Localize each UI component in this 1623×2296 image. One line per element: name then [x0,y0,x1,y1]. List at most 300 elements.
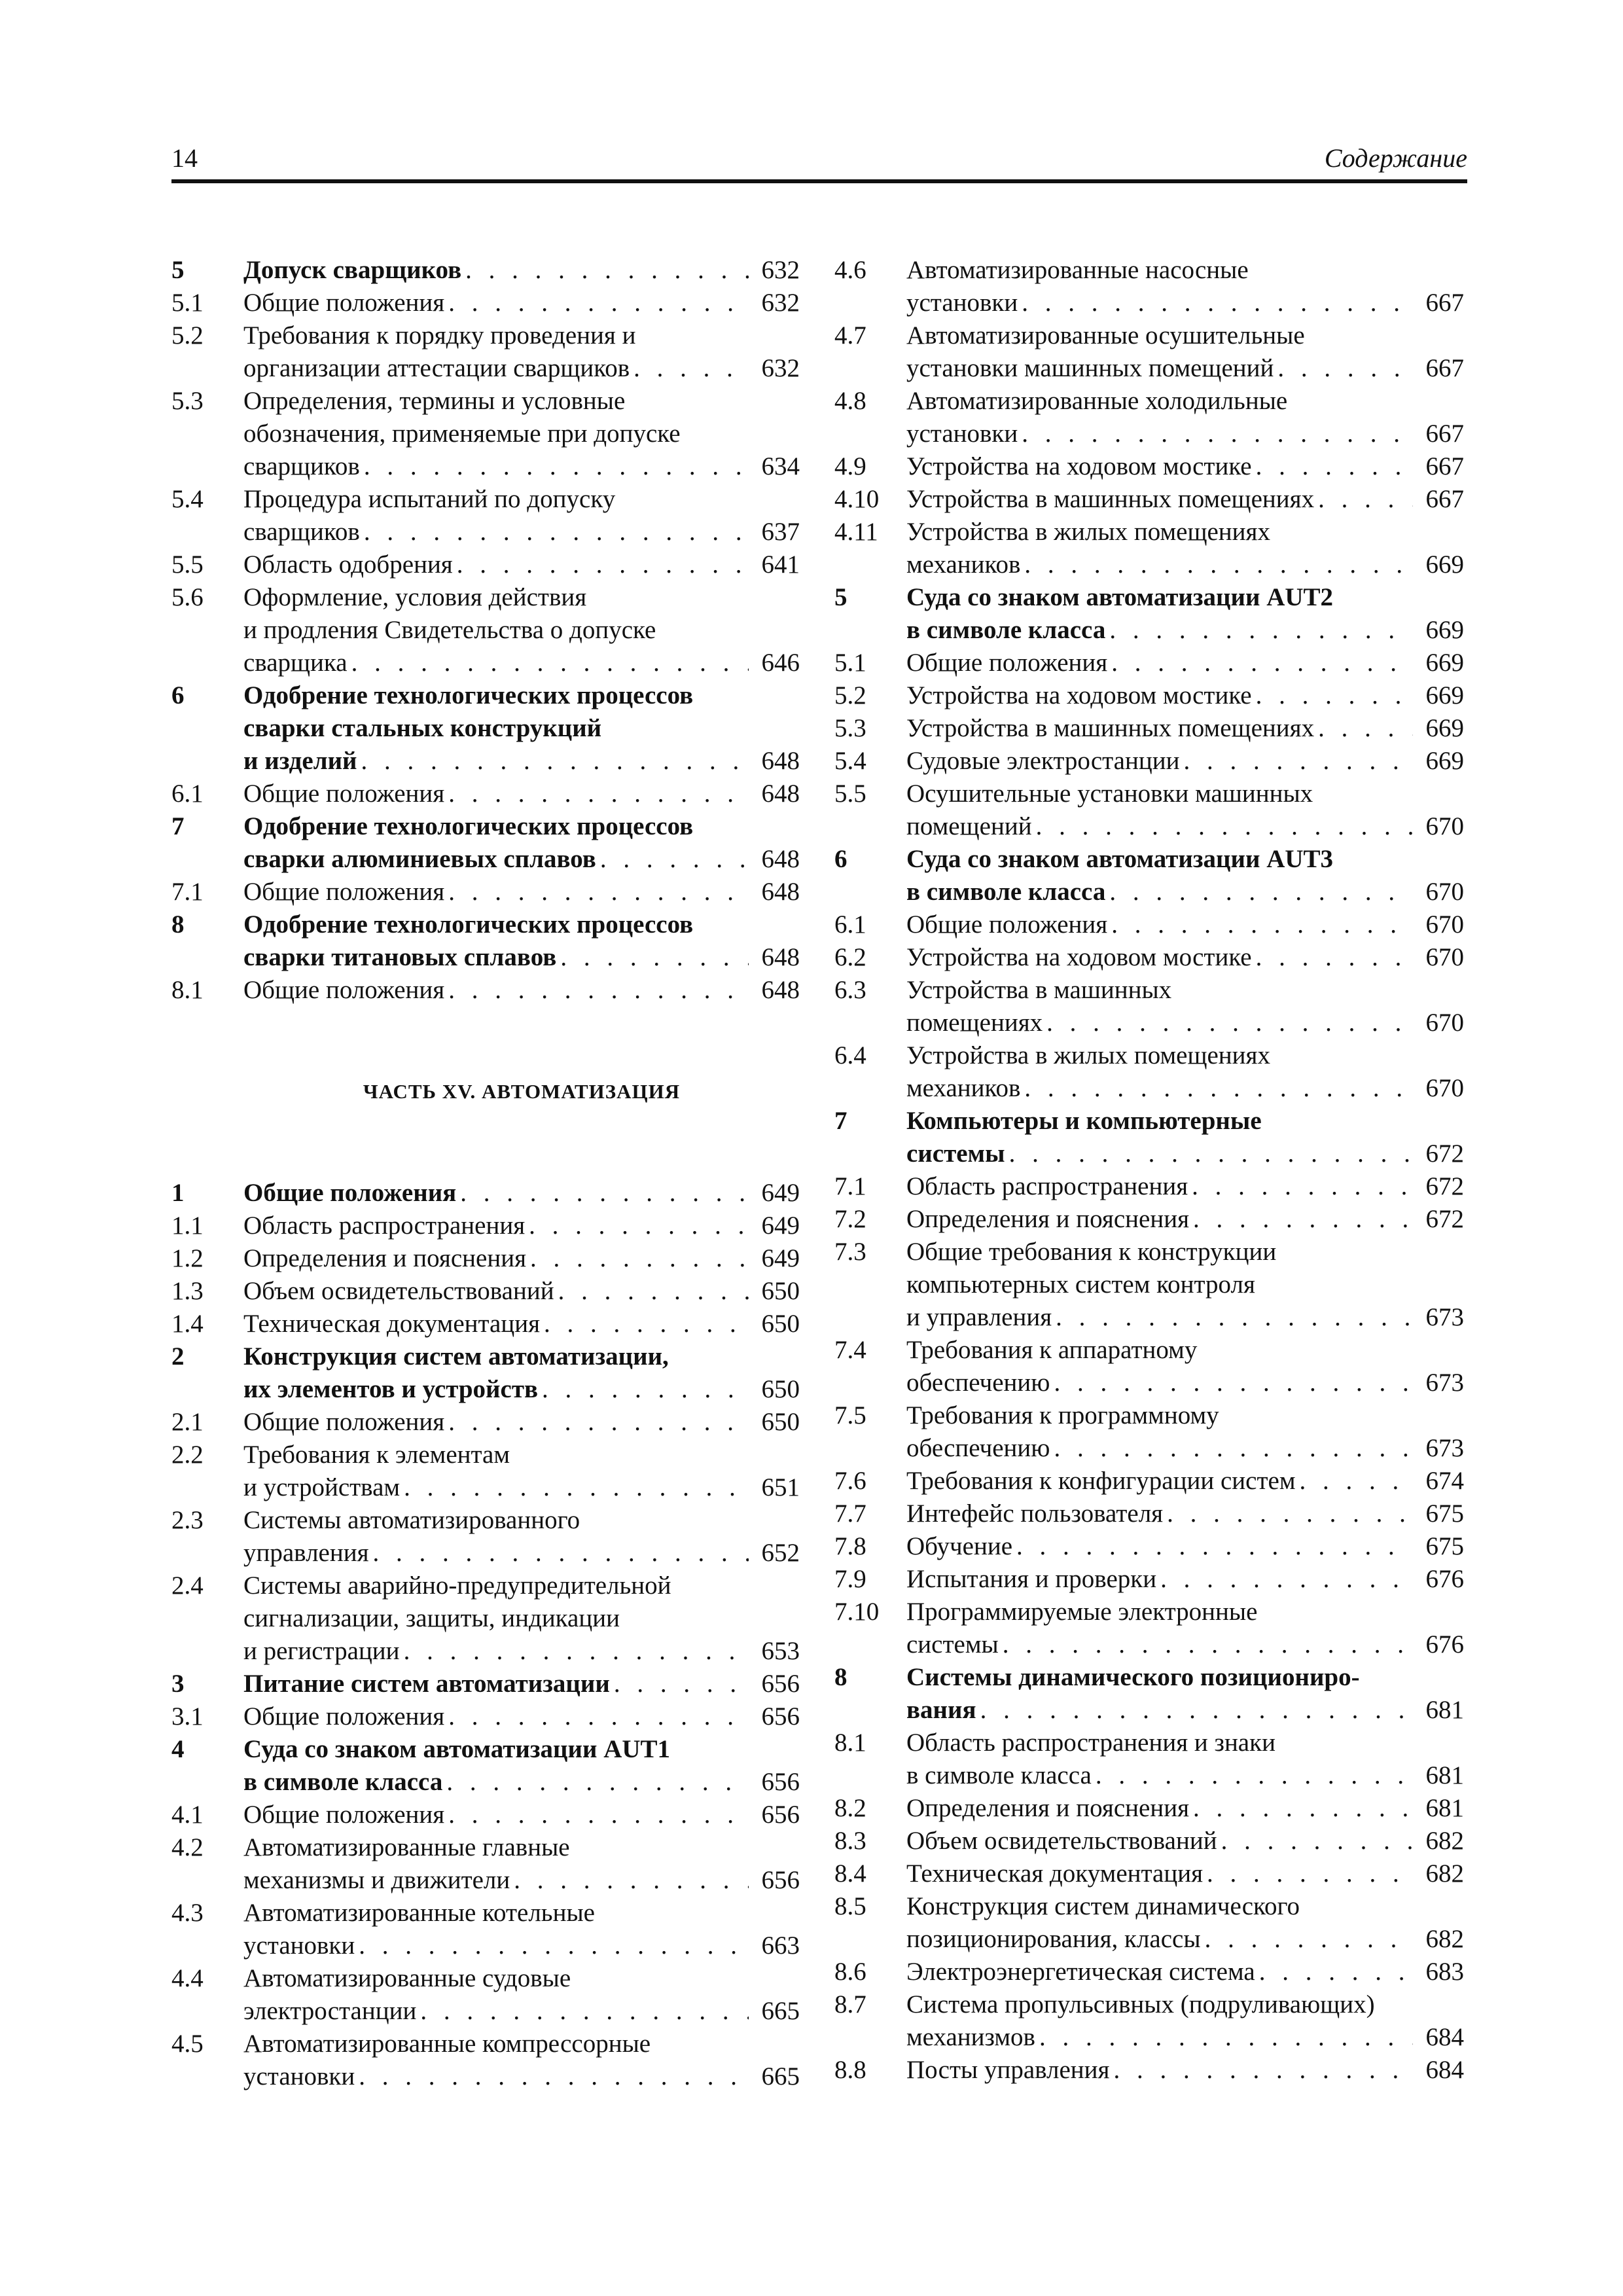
toc-entry [834,1857,1464,1890]
dot-leader [465,254,749,287]
toc-entry-number: 6.1 [834,910,866,939]
toc-entry-title: и управления [906,1303,1052,1331]
toc-entry [834,1988,1464,2054]
toc-entry-title: Общие положения [243,878,445,906]
toc-entry-title: помещений [906,812,1032,840]
toc-entry-title: системы [906,1630,999,1659]
toc-entry-number: 4.4 [171,1964,204,1992]
toc-entry-title: Одобрение технологических процессов [243,812,694,840]
dot-leader [1054,1367,1413,1399]
toc-entry-page-number: 632 [761,354,800,382]
toc-entry-page-number: 673 [1425,1369,1464,1397]
dot-leader [448,778,749,810]
toc-entry-title: Питание систем автоматизации [243,1670,610,1698]
toc-entry [171,778,800,810]
toc-entry-title: Общие положения [906,649,1108,677]
toc-entry-title: и регистрации [243,1637,400,1665]
toc-entry-page-number: 656 [761,1801,800,1829]
toc-entry-number: 7.1 [834,1172,866,1200]
toc-entry [834,679,1464,712]
toc-entry [834,1105,1464,1170]
toc-entry [171,1275,800,1308]
dot-leader [1221,1825,1413,1857]
toc-entry-title: помещениях [906,1009,1043,1037]
dot-leader [1022,287,1413,319]
toc-entry [834,1727,1464,1792]
toc-entry-title: Системы аварийно-предупредительной [243,1571,671,1600]
toc-entry [171,385,800,483]
dot-leader [1016,1530,1413,1563]
toc-entry-title: Устройства в жилых помещениях [906,518,1270,546]
toc-entry-page-number: 656 [761,1702,800,1731]
toc-entry-title: Компьютеры и компьютерные [906,1107,1262,1135]
dot-leader [448,1799,749,1831]
toc-entry [834,1498,1464,1530]
toc-entry [834,1399,1464,1465]
toc-entry [834,1596,1464,1661]
toc-entry-number: 7.2 [834,1205,866,1233]
toc-list-part-xv [171,1177,800,2093]
toc-entry-number: 3.1 [171,1702,204,1731]
dot-leader [457,548,749,581]
toc-entry-title: в символе класса [906,878,1106,906]
toc-entry-page-number: 656 [761,1866,800,1894]
toc-entry [834,843,1464,908]
toc-entry-title: Устройства в машинных [906,976,1172,1004]
toc-entry-page-number: 650 [761,1375,800,1403]
toc-entry-number: 2.2 [171,1441,204,1469]
toc-entry-title: в символе класса [906,616,1106,644]
dot-leader [404,1635,749,1668]
toc-entry-title: Требования к конфигурации систем [906,1467,1296,1495]
toc-entry-title: Электроэнергетическая система [906,1958,1255,1986]
dot-leader [351,647,749,679]
toc-entry-page-number: 641 [761,550,800,579]
toc-entry-number: 1 [171,1179,185,1207]
toc-entry-title: сварки алюминиевых сплавов [243,845,596,873]
toc-entry-title: сигнализации, защиты, индикации [243,1604,620,1632]
toc-entry-number: 2.4 [171,1571,204,1600]
dot-leader [1300,1465,1413,1498]
dot-leader [1193,1792,1413,1825]
toc-entry [171,908,800,974]
dot-leader [1167,1498,1413,1530]
dot-leader [1277,352,1413,385]
toc-entry-title: Посты управления [906,2056,1110,2084]
toc-entry-page-number: 649 [761,1211,800,1240]
toc-entry [171,1733,800,1799]
toc-entry-page-number: 663 [761,1931,800,1960]
toc-entry-page-number: 670 [1425,1074,1464,1102]
toc-entry-number: 5.3 [834,714,866,742]
toc-entry-page-number: 682 [1425,1827,1464,1855]
toc-entry-number: 2.1 [171,1408,204,1436]
toc-entry-title: установки машинных помещений [906,354,1274,382]
toc-entry-page-number: 682 [1425,1859,1464,1888]
toc-entry [171,1799,800,1831]
dot-leader [1039,2021,1413,2054]
toc-entry-title: системы [906,1139,1005,1168]
toc-entry [834,483,1464,516]
toc-entry-page-number: 653 [761,1637,800,1665]
toc-entry-title: Общие положения [243,780,445,808]
dot-leader [614,1668,749,1700]
toc-entry-title: управления [243,1539,369,1567]
dot-leader [359,2060,749,2093]
toc-entry-number: 4.8 [834,387,866,415]
toc-entry-number: 7.3 [834,1238,866,1266]
toc-entry-page-number: 673 [1425,1303,1464,1331]
toc-entry [171,810,800,876]
toc-entry [171,1700,800,1733]
dot-leader [359,1929,749,1962]
toc-entry-page-number: 669 [1425,681,1464,709]
toc-entry [171,287,800,319]
toc-entry-number: 7.5 [834,1401,866,1429]
toc-entry-page-number: 634 [761,452,800,480]
toc-entry [834,516,1464,581]
dot-leader [1096,1759,1413,1792]
page-number: 14 [171,143,198,173]
dot-leader [1109,876,1413,908]
toc-entry-number: 8.3 [834,1827,866,1855]
page-header [171,137,1467,183]
dot-leader [633,352,749,385]
dot-leader [1036,810,1413,843]
toc-column-left [171,254,800,2093]
toc-entry-number: 7.7 [834,1499,866,1528]
toc-entry-title: Обучение [906,1532,1012,1560]
toc-entry [834,1563,1464,1596]
dot-leader [373,1537,749,1570]
toc-entry-number: 7.1 [171,878,204,906]
toc-entry [834,1792,1464,1825]
toc-entry-title: Устройства на ходовом мостике [906,943,1252,971]
toc-entry-title: их элементов и устройств [243,1375,539,1403]
toc-entry-title: Определения и пояснения [906,1205,1190,1233]
toc-entry-number: 7.9 [834,1565,866,1593]
toc-entry-number: 7 [171,812,185,840]
toc-entry-number: 4.10 [834,485,880,513]
toc-entry-number: 6.3 [834,976,866,1004]
toc-entry [834,450,1464,483]
toc-entry-title: Объем освидетельствований [906,1827,1217,1855]
toc-entry-number: 4.7 [834,321,866,350]
toc-entry [834,745,1464,778]
toc-entry-title: Общие положения [243,1179,457,1207]
toc-entry-number: 8 [834,1663,847,1691]
toc-entry-number: 5 [834,583,847,611]
toc-entry-number: 4.1 [171,1801,204,1829]
toc-entry-page-number: 652 [761,1539,800,1567]
toc-entry [834,1236,1464,1334]
toc-entry-page-number: 650 [761,1277,800,1305]
dot-leader [529,1210,749,1242]
toc-entry-number: 7.4 [834,1336,866,1364]
dot-leader [1318,483,1413,516]
toc-entry-title: Устройства в машинных помещениях [906,485,1315,513]
toc-entry-number: 6.2 [834,943,866,971]
toc-entry-title: установки [243,1931,355,1960]
toc-entry-page-number: 648 [761,780,800,808]
toc-entry-number: 7 [834,1107,847,1135]
toc-entry-number: 8.8 [834,2056,866,2084]
toc-entry-number: 2 [171,1342,185,1371]
toc-entry-page-number: 665 [761,2062,800,2090]
toc-entry [834,1203,1464,1236]
toc-entry [171,1340,800,1406]
toc-entry-page-number: 648 [761,845,800,873]
dot-leader [448,1406,749,1439]
toc-entry-title: компьютерных систем контроля [906,1270,1255,1299]
toc-entry-page-number: 675 [1425,1532,1464,1560]
toc-entry-title: Область распространения [243,1211,526,1240]
toc-entry [834,1170,1464,1203]
toc-entry [171,254,800,287]
toc-entry-number: 4.9 [834,452,866,480]
toc-entry-number: 4.11 [834,518,878,546]
dot-leader [1022,418,1413,450]
toc-entry-page-number: 665 [761,1997,800,2025]
toc-entry-number: 8.7 [834,1990,866,2018]
toc-entry [834,1825,1464,1857]
toc-entry-title: Одобрение технологических процессов [243,910,694,939]
dot-leader [1207,1857,1413,1890]
dot-leader [1256,450,1413,483]
toc-entry-title: Автоматизированные компрессорные [243,2030,651,2058]
dot-leader [600,843,749,876]
dot-leader [1259,1956,1413,1988]
toc-entry-page-number: 648 [761,943,800,971]
toc-entry-title: позиционирования, классы [906,1925,1201,1953]
toc-entry-page-number: 669 [1425,616,1464,644]
dot-leader [1192,1170,1413,1203]
toc-entry-title: Процедура испытаний по допуску [243,485,616,513]
toc-entry-page-number: 684 [1425,2023,1464,2051]
toc-entry-title: Программируемые электронные [906,1598,1258,1626]
toc-entry-title: Определения и пояснения [906,1794,1190,1822]
toc-entry-number: 6 [171,681,185,709]
toc-entry-number: 6.1 [171,780,204,808]
toc-entry-number: 5.6 [171,583,204,611]
toc-entry-number: 5.3 [171,387,204,415]
toc-entry-number: 5.2 [171,321,204,350]
toc-entry-title: Автоматизированные судовые [243,1964,571,1992]
dot-leader [1183,745,1413,778]
toc-entry-page-number: 667 [1425,485,1464,513]
toc-entry-number: 8.5 [834,1892,866,1920]
toc-entry-title: Область распространения и знаки [906,1729,1275,1757]
dot-leader [1024,548,1413,581]
dot-leader [1109,614,1413,647]
toc-entry-page-number: 648 [761,878,800,906]
toc-entry-page-number: 667 [1425,420,1464,448]
toc-entry-page-number: 670 [1425,1009,1464,1037]
dot-leader [530,1242,749,1275]
toc-entry-title: Система пропульсивных (подруливающих) [906,1990,1375,2018]
dot-leader [448,974,749,1007]
toc-entry-page-number: 648 [761,976,800,1004]
toc-entry [834,778,1464,843]
toc-entry [834,1956,1464,1988]
toc-entry-number: 8.2 [834,1794,866,1822]
toc-entry-title: Автоматизированные котельные [243,1899,595,1927]
toc-entry [834,319,1464,385]
dot-leader [560,941,749,974]
toc-entry-page-number: 670 [1425,910,1464,939]
toc-entry-page-number: 667 [1425,452,1464,480]
toc-entry-title: вания [906,1696,976,1724]
toc-entry-title: обеспечению [906,1369,1050,1397]
toc-entry [834,1530,1464,1563]
dot-leader [1024,1072,1413,1105]
dot-leader [364,516,749,548]
toc-entry-title: Общие положения [243,976,445,1004]
dot-leader [542,1373,749,1406]
toc-entry [171,1210,800,1242]
toc-entry [171,1897,800,1962]
toc-entry-page-number: 667 [1425,354,1464,382]
toc-entry-page-number: 669 [1425,714,1464,742]
toc-entry-number: 3 [171,1670,185,1698]
toc-entry-number: 4.3 [171,1899,204,1927]
toc-entry-title: Суда со знаком автоматизации AUT3 [906,845,1334,873]
toc-entry-title: Определения и пояснения [243,1244,527,1272]
toc-entry-page-number: 670 [1425,943,1464,971]
toc-entry-title: Определения, термины и условные [243,387,626,415]
toc-entry-title: Автоматизированные холодильные [906,387,1288,415]
toc-entry-page-number: 650 [761,1408,800,1436]
toc-entry [834,1334,1464,1399]
dot-leader [448,876,749,908]
toc-entry [171,1406,800,1439]
part-heading: ЧАСТЬ XV. АВТОМАТИЗАЦИЯ [363,1080,681,1103]
dot-leader [1046,1007,1413,1039]
dot-leader [1160,1563,1413,1596]
toc-entry-title: организации аттестации сварщиков [243,354,630,382]
toc-entry-number: 1.2 [171,1244,204,1272]
toc-entry-page-number: 682 [1425,1925,1464,1953]
dot-leader [460,1177,749,1210]
toc-entry-title: Требования к элементам [243,1441,510,1469]
toc-entry-number: 4.2 [171,1833,204,1861]
toc-entry-title: Устройства в жилых помещениях [906,1041,1270,1069]
toc-entry-title: и продления Свидетельства о допуске [243,616,656,644]
toc-entry-title: Общие требования к конструкции [906,1238,1277,1266]
dot-leader [1318,712,1413,745]
toc-entry-page-number: 651 [761,1473,800,1501]
dot-leader [544,1308,749,1340]
toc-entry-page-number: 681 [1425,1761,1464,1789]
toc-entry-page-number: 649 [761,1244,800,1272]
dot-leader [361,745,749,778]
toc-entry [171,1439,800,1504]
dot-leader [514,1864,749,1897]
toc-entry-page-number: 670 [1425,812,1464,840]
toc-entry-page-number: 670 [1425,878,1464,906]
toc-entry-page-number: 681 [1425,1696,1464,1724]
toc-entry-title: Область распространения [906,1172,1188,1200]
toc-entry-number: 5.5 [834,780,866,808]
dot-leader [1009,1138,1413,1170]
toc-entry-page-number: 656 [761,1768,800,1796]
toc-entry-title: Техническая документация [906,1859,1204,1888]
toc-list-part-xv-continued [834,254,1464,2087]
toc-entry [171,1570,800,1668]
toc-entry-title: Требования к программному [906,1401,1219,1429]
toc-entry-number: 1.4 [171,1310,204,1338]
dot-leader [1256,941,1413,974]
toc-entry-title: Общие положения [243,1408,445,1436]
dot-leader [1111,908,1413,941]
toc-entry-title: Общие положения [906,910,1108,939]
toc-entry [834,908,1464,941]
toc-entry-title: Суда со знаком автоматизации AUT1 [243,1735,671,1763]
toc-entry [834,974,1464,1039]
toc-entry-title: в символе класса [243,1768,443,1796]
toc-entry [171,1668,800,1700]
toc-entry [171,974,800,1007]
toc-entry [834,385,1464,450]
toc-entry [834,1661,1464,1727]
toc-entry-title: Требования к порядку проведения и [243,321,636,350]
dot-leader [448,1700,749,1733]
toc-entry-page-number: 669 [1425,649,1464,677]
toc-entry-title: Автоматизированные осушительные [906,321,1305,350]
toc-entry-page-number: 637 [761,518,800,546]
toc-entry [834,1890,1464,1956]
toc-entry [171,319,800,385]
toc-entry-page-number: 674 [1425,1467,1464,1495]
toc-entry-number: 8.1 [171,976,204,1004]
dot-leader [1205,1923,1413,1956]
toc-entry-title: Техническая документация [243,1310,541,1338]
dot-leader [1111,647,1413,679]
toc-entry-page-number: 646 [761,649,800,677]
toc-entry-title: электростанции [243,1997,417,2025]
dot-leader [558,1275,749,1308]
toc-entry-number: 7.10 [834,1598,880,1626]
toc-entry [834,581,1464,647]
dot-leader [448,287,749,319]
toc-entry [171,581,800,679]
toc-entry-page-number: 673 [1425,1434,1464,1462]
toc-entry-number: 1.1 [171,1211,204,1240]
toc-entry-title: Автоматизированные насосные [906,256,1249,284]
dot-leader [1003,1628,1413,1661]
toc-entry-number: 8.4 [834,1859,866,1888]
toc-entry [834,2054,1464,2087]
toc-entry [171,2028,800,2093]
toc-entry-title: Устройства на ходовом мостике [906,681,1252,709]
toc-entry-page-number: 649 [761,1179,800,1207]
toc-entry-title: Конструкция систем автоматизации, [243,1342,669,1371]
toc-entry-page-number: 676 [1425,1630,1464,1659]
toc-entry [171,1504,800,1570]
toc-entry [171,1242,800,1275]
toc-entry-title: механиков [906,550,1021,579]
toc-entry-title: Автоматизированные главные [243,1833,570,1861]
toc-entry [171,1308,800,1340]
toc-entry-number: 5.4 [171,485,204,513]
toc-entry-number: 7.8 [834,1532,866,1560]
toc-entry-page-number: 656 [761,1670,800,1698]
toc-entry-title: Осушительные установки машинных [906,780,1313,808]
toc-entry [834,647,1464,679]
toc-entry-title: сварки стальных конструкций [243,714,602,742]
toc-entry-title: Общие положения [243,1801,445,1829]
toc-entry-number: 5 [171,256,185,284]
